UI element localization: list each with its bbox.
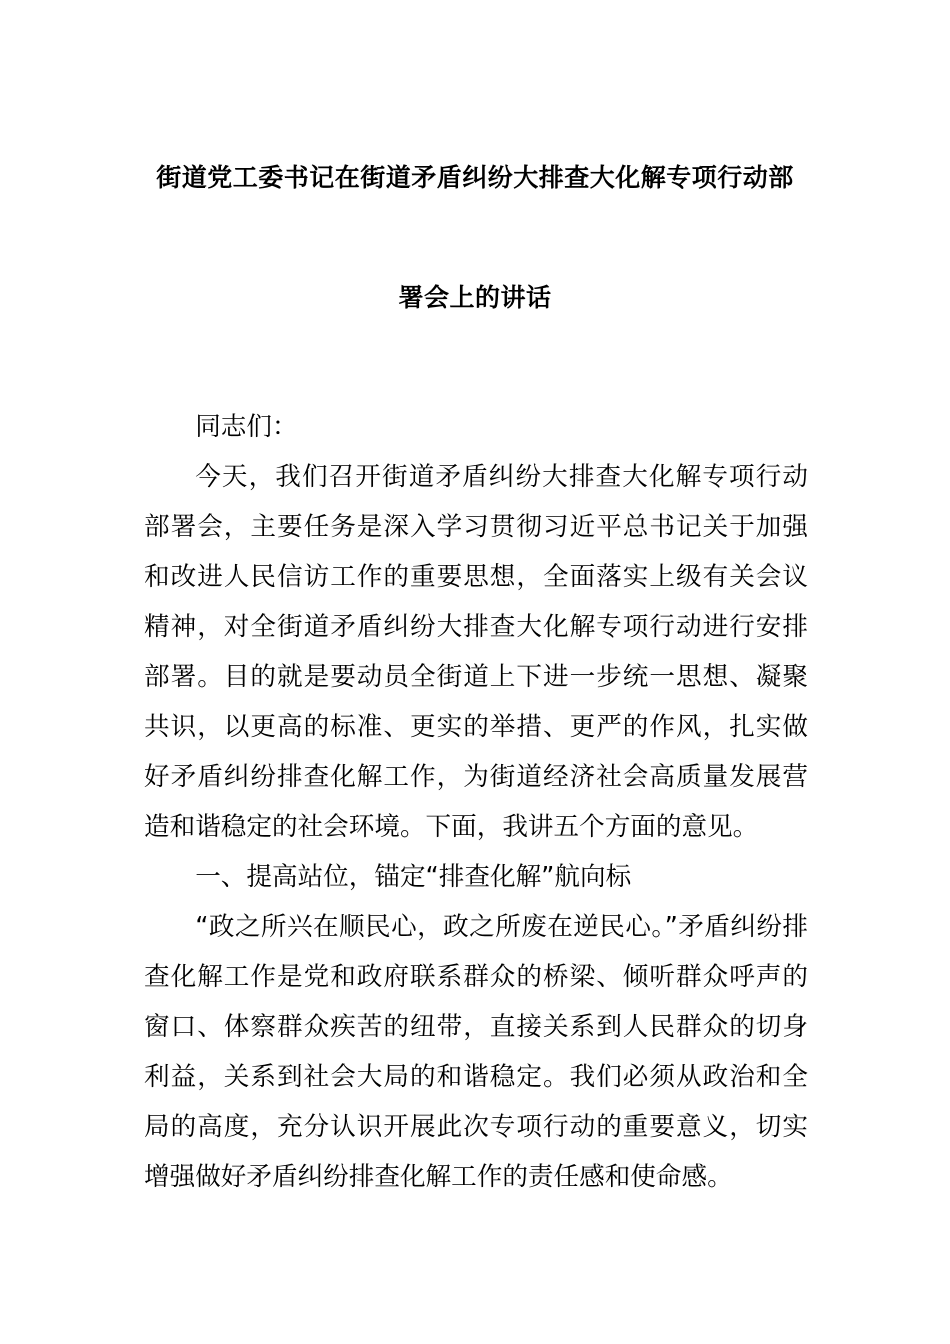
section-heading-1: 一、提高站位，锚定“排查化解”航向标 <box>195 862 632 892</box>
paragraph-section-1: “政之所兴在顺民心，政之所废在逆民心。”矛盾纠纷排查化解工作是党和政府联系群众的桥梁、倾听群众呼声的窗口、体察群众疾苦的纽带，直接关系到人民群众的切身利益，关系到社会大局的和谐稳定。我们必须从政治和全局的高度，充分认识开展此次专项行动的重要意义，切实增强做好矛盾纠纷排查化解工作的责任感和使命感。 <box>144 912 808 1192</box>
document-body <box>144 402 808 1202</box>
document-title-line-1: 街道党工委书记在街道矛盾纠纷大排查大化解专项行动部 <box>156 163 794 192</box>
paragraph-intro: 今天，我们召开街道矛盾纠纷大排查大化解专项行动部署会，主要任务是深入学习贯彻习近平总书记关于加强和改进人民信访工作的重要思想，全面落实上级有关会议精神，对全街道矛盾纠纷大排查大化解专项行动进行安排部署。目的就是要动员全街道上下进一步统一思想、凝聚共识，以更高的标准、更实的举措、更严的作风，扎实做好矛盾纠纷排查化解工作，为街道经济社会高质量发展营造和谐稳定的社会环境。下面，我讲五个方面的意见。 <box>144 462 808 842</box>
document-title-line-2: 署会上的讲话 <box>398 283 552 312</box>
salutation: 同志们： <box>195 412 298 442</box>
